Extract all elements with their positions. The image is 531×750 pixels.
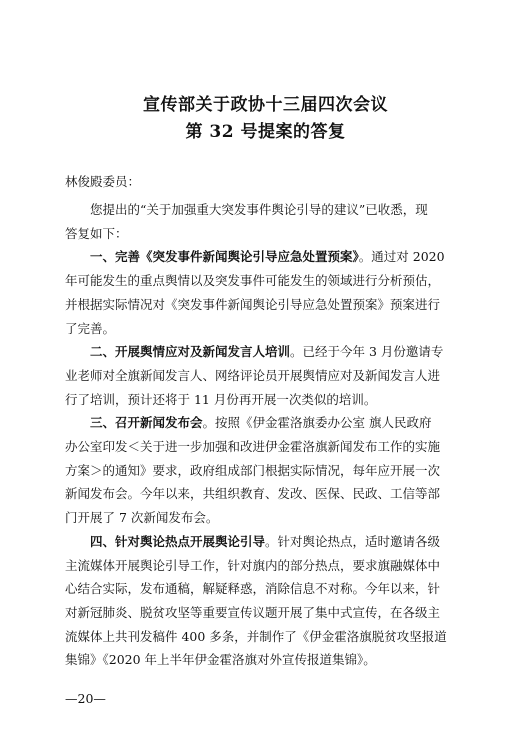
line-text: 流媒体上共刊发稿件 400 多条，并制作了《伊金霍洛旗脱贫攻坚报道 xyxy=(65,628,447,644)
line-text: 办公室印发＜关于进一步加强和改进伊金霍洛旗新闻发布工作的实施 xyxy=(65,439,441,454)
body-line xyxy=(90,414,469,432)
line-text: 集锦》《2020 年上半年伊金霍洛旗对外宣传报道集锦》。 xyxy=(65,652,376,668)
section-heading: 一、完善《突发事件新闻舆论引导应急处置预案》 xyxy=(90,249,359,265)
section-heading: 三、召开新闻发布会 xyxy=(90,415,203,431)
page-number: —20— xyxy=(65,691,106,706)
section-heading: 二、开展舆情应对及新闻发言人培训 xyxy=(90,344,291,360)
body-line xyxy=(65,509,469,527)
line-text: 业老师对全旗新闻发言人、网络评论员开展舆情应对及新闻发言人进 xyxy=(65,367,441,383)
body-line xyxy=(65,485,469,503)
line-text: 年可能发生的重点舆情以及突发事件可能发生的领域进行分析预估， xyxy=(65,273,441,289)
body-line xyxy=(65,438,469,456)
body-line xyxy=(65,225,469,243)
line-text: 行了培训，预计还将于 11 月份再开展一次类似的培训。 xyxy=(65,391,377,407)
line-text: 您提出的“关于加强重大突发事件舆论引导的建议”已收悉，现 xyxy=(90,202,428,217)
line-text: 方案＞的通知》要求，政府组成部门根据实际情况，每年应开展一次 xyxy=(65,462,441,478)
body-line xyxy=(65,296,469,314)
body-line xyxy=(90,343,469,361)
body-line xyxy=(90,248,469,266)
body-line xyxy=(65,628,469,646)
line-text: 门开展了 7 次新闻发布会。 xyxy=(65,510,219,526)
body-line xyxy=(65,272,469,290)
line-text: 并根据实际情况对《突发事件新闻舆论引导应急处置预案》预案进行 xyxy=(65,296,441,312)
line-text: 主流媒体开展舆论引导工作，针对旗内的部分热点，要求旗融媒体中 xyxy=(65,557,441,573)
body-line xyxy=(65,367,469,385)
document-title-line2: 第 32 号提案的答复 xyxy=(185,122,346,142)
section-heading: 四、针对舆论热点开展舆论引导 xyxy=(90,533,266,549)
body-line xyxy=(65,391,469,409)
line-text: 答复如下： xyxy=(65,225,128,241)
salutation: 林俊殿委员： xyxy=(65,174,141,189)
document-title-line1: 宣传部关于政协十三届四次会议 xyxy=(143,95,388,115)
body-line xyxy=(90,201,469,219)
line-text: 新闻发布会。今年以来，共组织教育、发改、医保、民政、工信等部 xyxy=(65,486,441,502)
line-text: 。通过对 2020 xyxy=(358,249,445,265)
body-line xyxy=(90,533,469,551)
body-line xyxy=(65,604,469,622)
line-text: 对新冠肺炎、脱贫攻坚等重要宣传议题开展了集中式宣传，在各级主 xyxy=(65,604,441,620)
body-line xyxy=(65,580,469,598)
line-text: 。按照《伊金霍洛旗委办公室 旗人民政府 xyxy=(202,415,432,431)
body-line xyxy=(65,651,469,669)
body-line xyxy=(65,557,469,575)
body-line xyxy=(65,462,469,480)
line-text: 。针对舆论热点，适时邀请各级 xyxy=(265,533,441,549)
line-text: 心结合实际，发布通稿，解疑释惑，消除信息不对称。今年以来，针 xyxy=(65,581,441,597)
body-line xyxy=(65,320,469,338)
line-text: 了完善。 xyxy=(65,320,116,336)
line-text: 。已经于今年 3 月份邀请专 xyxy=(290,344,444,360)
